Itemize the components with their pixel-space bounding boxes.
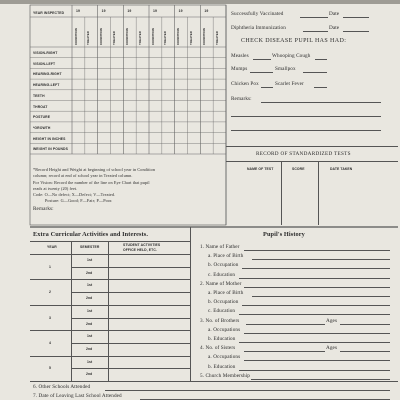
extra-semester-2nd: 2nd <box>86 321 93 326</box>
column-header-treated: TREATED <box>86 31 91 45</box>
extra-col-semester: SEMESTER <box>80 245 100 249</box>
pupils-history-title: Pupil's History <box>263 231 305 238</box>
history-ages-label: Ages <box>326 317 338 324</box>
history-item: 5. Church Membership <box>200 372 250 379</box>
history-item: b. Occupation <box>208 299 239 306</box>
extra-semester-2nd: 2nd <box>86 346 93 351</box>
check-disease-title: CHECK DISEASE PUPIL HAS HAD: <box>241 38 347 44</box>
tests-col-date: DATE TAKEN <box>330 167 353 171</box>
extra-semester-2nd: 2nd <box>86 270 93 275</box>
year-label: 19 <box>127 9 132 13</box>
year-label: 19 <box>178 9 183 13</box>
vaccination-remarks-label: Remarks: <box>231 96 252 102</box>
year-label: 19 <box>204 9 209 13</box>
vaccinated-date-label: Date <box>329 11 340 17</box>
history-item: b. Education <box>208 363 236 370</box>
extra-semester-1st: 1st <box>87 258 93 262</box>
vaccinated-label: Successfully Vaccinated <box>231 11 284 17</box>
tests-col-name: NAME OF TEST <box>247 167 274 171</box>
whooping-cough-label: Whooping Cough <box>272 53 311 59</box>
diphtheria-label: Diphtheria Immunization <box>231 25 286 31</box>
column-header-treated: TREATED <box>214 31 219 45</box>
note-line-2: column; record at end of school year in Treated column. <box>33 173 133 178</box>
history-item: b. Education <box>208 336 236 342</box>
grid-row-label: VISION-RIGHT <box>33 51 58 55</box>
history-item-7: 7. Date of Leaving Last School Attended <box>33 393 122 399</box>
extra-col-year: YEAR <box>47 245 57 249</box>
extra-year-number: 3 <box>49 315 51 320</box>
chicken-pox-label: Chicken Pox <box>231 81 259 87</box>
extra-col-activities-1: STUDENT ACTIVITIES <box>123 243 161 247</box>
year-label: 19 <box>101 9 106 13</box>
year-label: 19 <box>76 9 80 13</box>
extra-semester-1st: 1st <box>87 359 93 364</box>
extra-year-number: 2 <box>49 290 51 295</box>
column-header-condition: CONDITION <box>99 28 104 45</box>
standardized-tests-title: RECORD OF STANDARDIZED TESTS <box>256 151 351 157</box>
smallpox-label: Smallpox <box>275 66 296 72</box>
history-item: a. Occupations <box>208 326 241 333</box>
history-item: 1. Name of Father <box>200 244 240 250</box>
column-header-condition: CONDITION <box>73 28 78 45</box>
column-header-treated: TREATED <box>112 31 116 45</box>
note-line-3: For Vision: Record the number of the line on Eye Chart that pupil <box>33 180 150 185</box>
history-item: c. Education <box>208 271 236 278</box>
grid-row-label: HEIGHT IN INCHES <box>33 136 66 141</box>
grid-row-label: POSTURE <box>33 115 51 120</box>
history-ages-label: Ages <box>326 345 338 352</box>
note-line-6: Posture: G—Good; F—Fair; P—Poor. <box>45 198 113 203</box>
extra-year-number: 4 <box>49 340 51 345</box>
column-header-treated: TREATED <box>189 31 193 45</box>
history-item: b. Occupation <box>208 262 239 269</box>
grid-remarks-label: Remarks: <box>33 206 54 212</box>
measles-label: Measles <box>231 53 249 59</box>
extra-semester-2nd: 2nd <box>86 372 93 377</box>
tests-col-score: SCORE <box>292 167 305 171</box>
history-item: a. Occupations <box>208 354 241 361</box>
history-item-6: 6. Other Schools Attended <box>33 384 91 390</box>
extra-semester-1st: 1st <box>87 334 93 339</box>
grid-row-label: THROAT <box>33 104 48 109</box>
grid-row-label: WEIGHT IN POUNDS <box>33 147 68 152</box>
extra-year-number: 1 <box>49 264 51 269</box>
history-item: a. Place of Birth <box>208 290 244 296</box>
column-header-treated: TREATED <box>163 31 168 45</box>
year-inspected-label: YEAR INSPECTED <box>33 11 65 15</box>
note-line-5: Code: O—No defect; X—Defect; V—Treated. <box>33 192 116 197</box>
diphtheria-date-label: Date <box>329 25 340 31</box>
extra-year-number: 5 <box>49 366 51 371</box>
history-item: 4. No. of Sisters <box>200 345 236 352</box>
extra-col-activities-2: OFFICE HELD, ETC. <box>123 248 157 252</box>
grid-row-label: HEARING-RIGHT <box>33 72 62 77</box>
extra-semester-1st: 1st <box>87 308 93 313</box>
history-item: a. Place of Birth <box>208 253 244 260</box>
mumps-label: Mumps <box>231 66 248 72</box>
column-header-treated: TREATED <box>137 31 142 45</box>
grid-row-label: TEETH <box>33 93 45 98</box>
history-item: 3. No. of Brothers <box>200 317 240 324</box>
column-header-condition: CONDITION <box>201 28 206 45</box>
grid-row-label: HEARING-LEFT <box>33 83 60 88</box>
column-header-condition: CONDITION <box>150 28 155 45</box>
column-header-condition: CONDITION <box>176 28 181 45</box>
history-item: c. Education <box>208 308 236 315</box>
extra-curricular-title: Extra Curricular Activities and Interests. <box>33 231 149 238</box>
grid-row-label: VISION-LEFT <box>33 61 56 66</box>
grid-row-label: *GROWTH <box>33 125 51 130</box>
history-item: 2. Name of Mother <box>200 280 242 287</box>
year-label: 19 <box>153 9 157 13</box>
scarlet-fever-label: Scarlet Fever <box>275 81 304 87</box>
extra-semester-1st: 1st <box>87 283 93 288</box>
note-line-4: reads at twenty (20) feet. <box>33 186 78 191</box>
column-header-condition: CONDITION <box>124 28 129 45</box>
extra-semester-2nd: 2nd <box>86 296 93 301</box>
note-line-1: *Record Height and Weight at beginning of school year in Condition <box>33 167 156 172</box>
